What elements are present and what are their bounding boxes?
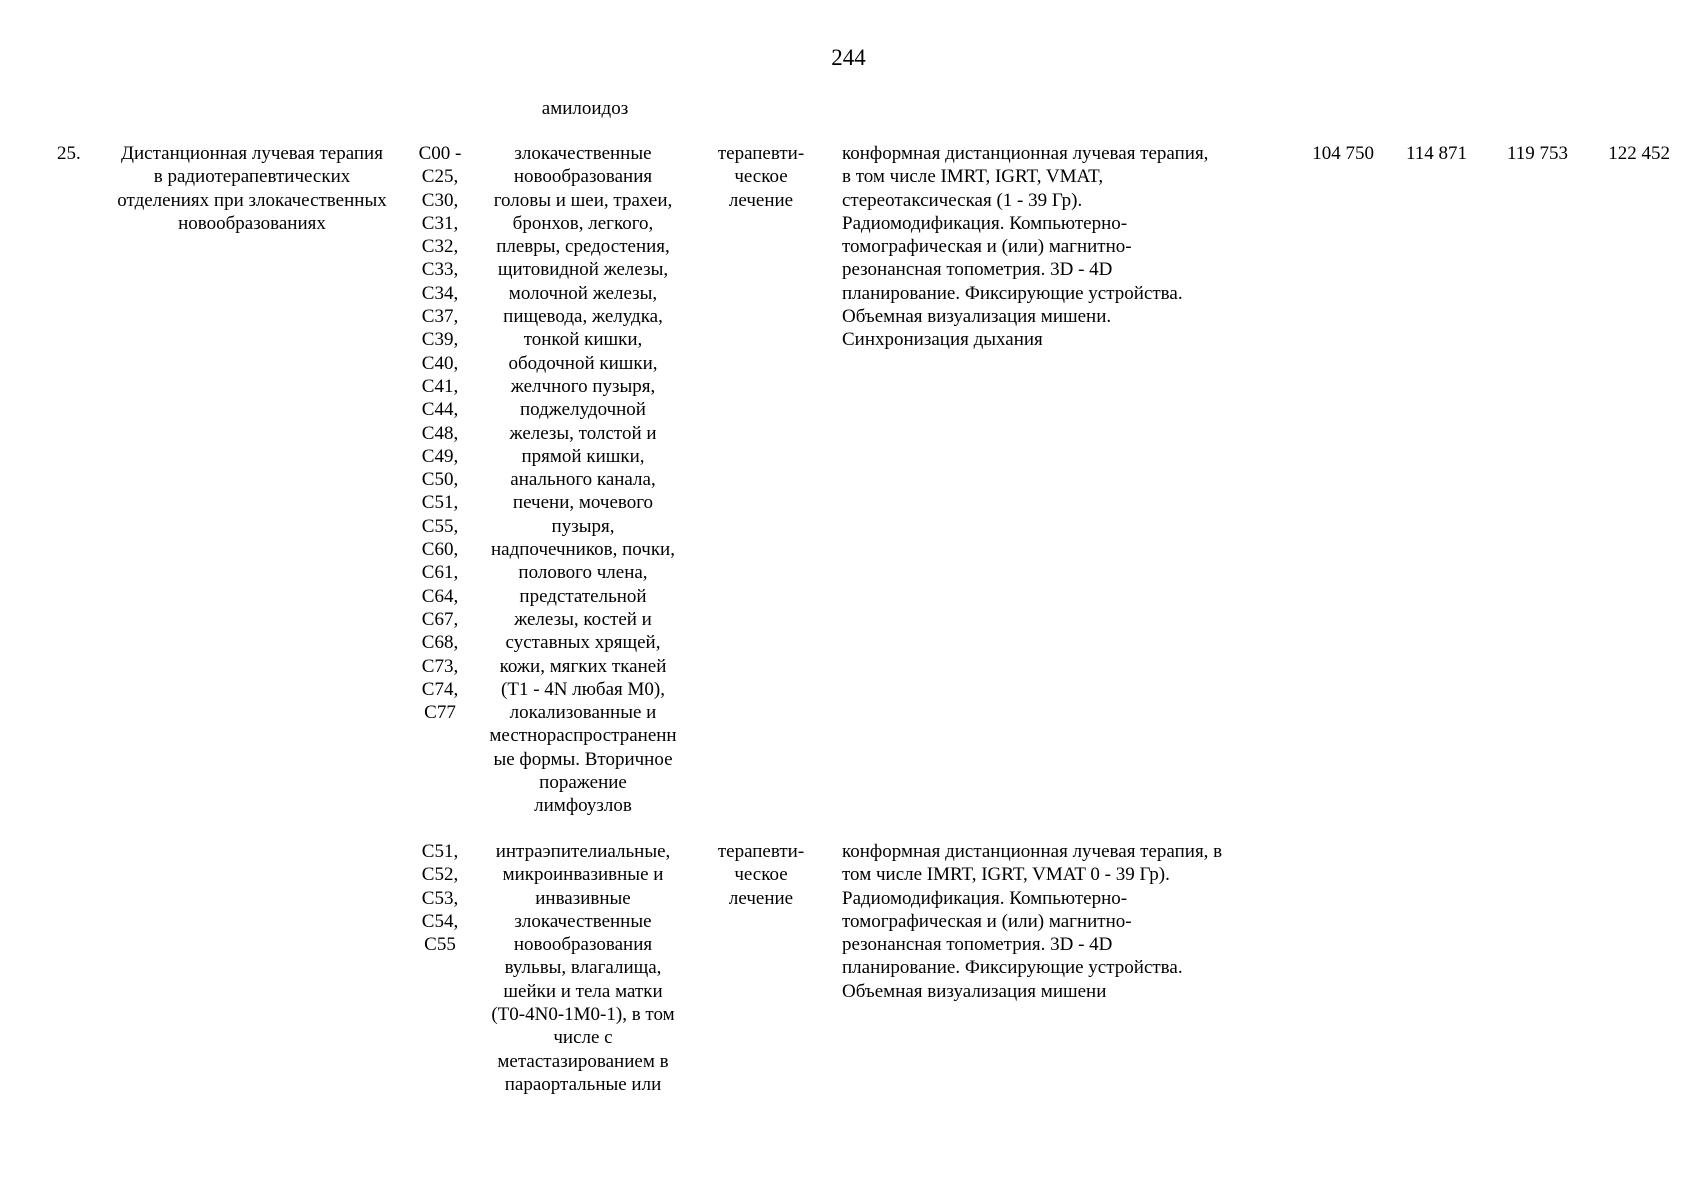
diagnosis-description: злокачественные новообразования головы и шеи, трахеи, бронхов, легкого, плевры, средостения, щитовидной железы, молочной железы, пищевода, желудка, тонкой кишки, ободочной кишки, желчного пузыря, поджелудочной железы, толстой и прямой кишки, анального канала, печени, мочевого пузыря, надпочечников, почки, полового члена, предстательной железы, костей и суставных хрящей, кожи, мягких тканей (T1 - 4N любая M0), локализованные и местнораспространенн ые формы. Вторичное поражение лимфоузлов bbox=[489, 143, 677, 817]
previous-row-continuation: амилоидоз bbox=[541, 98, 629, 119]
treatment-type: терапевти- ческое лечение bbox=[717, 143, 805, 211]
price-value: 114 871 bbox=[1405, 143, 1467, 164]
treatment-method: конформная дистанционная лучевая терапия, в том числе IMRT, IGRT, VMAT, стереотаксическая (1 - 39 Гр). Радиомодификация. Компьютерно- томографическая и (или) магнитно- резонансная топометрия. 3D - 4D планирование. Фиксирующие устройства. Объемная визуализация мишени. Синхронизация дыхания bbox=[842, 143, 1209, 351]
row-number: 25. bbox=[57, 143, 81, 164]
price-value: 104 750 bbox=[1312, 143, 1374, 164]
page-number: 244 bbox=[831, 45, 866, 70]
diagnosis-description: интраэпителиальные, микроинвазивные и инвазивные злокачественные новообразования вульвы, влагалища, шейки и тела матки (T0-4N0-1M0-1), в том числе с метастазированием в параортальные или bbox=[491, 841, 675, 1095]
price-value: 122 452 bbox=[1608, 143, 1670, 164]
icd-codes: C00 - C25, C30, C31, C32, C33, C34, C37, C39, C40, C41, C44, C48, C49, C50, C51, C55, C60, C61, C64, C67, C68, C73, C74, C77 bbox=[418, 143, 462, 724]
care-type-name: Дистанционная лучевая терапия в радиотерапевтических отделениях при злокачественных новообразованиях bbox=[117, 143, 387, 234]
treatment-method: конформная дистанционная лучевая терапия, в том числе IMRT, IGRT, VMAT 0 - 39 Гр). Радиомодификация. Компьютерно- томографическая и (или) магнитно- резонансная топометрия. 3D - 4D планирование. Фиксирующие устройства. Объемная визуализация мишени bbox=[842, 841, 1223, 1002]
treatment-type: терапевти- ческое лечение bbox=[717, 841, 805, 909]
icd-codes: C51, C52, C53, C54, C55 bbox=[421, 841, 459, 956]
price-value: 119 753 bbox=[1506, 143, 1568, 164]
